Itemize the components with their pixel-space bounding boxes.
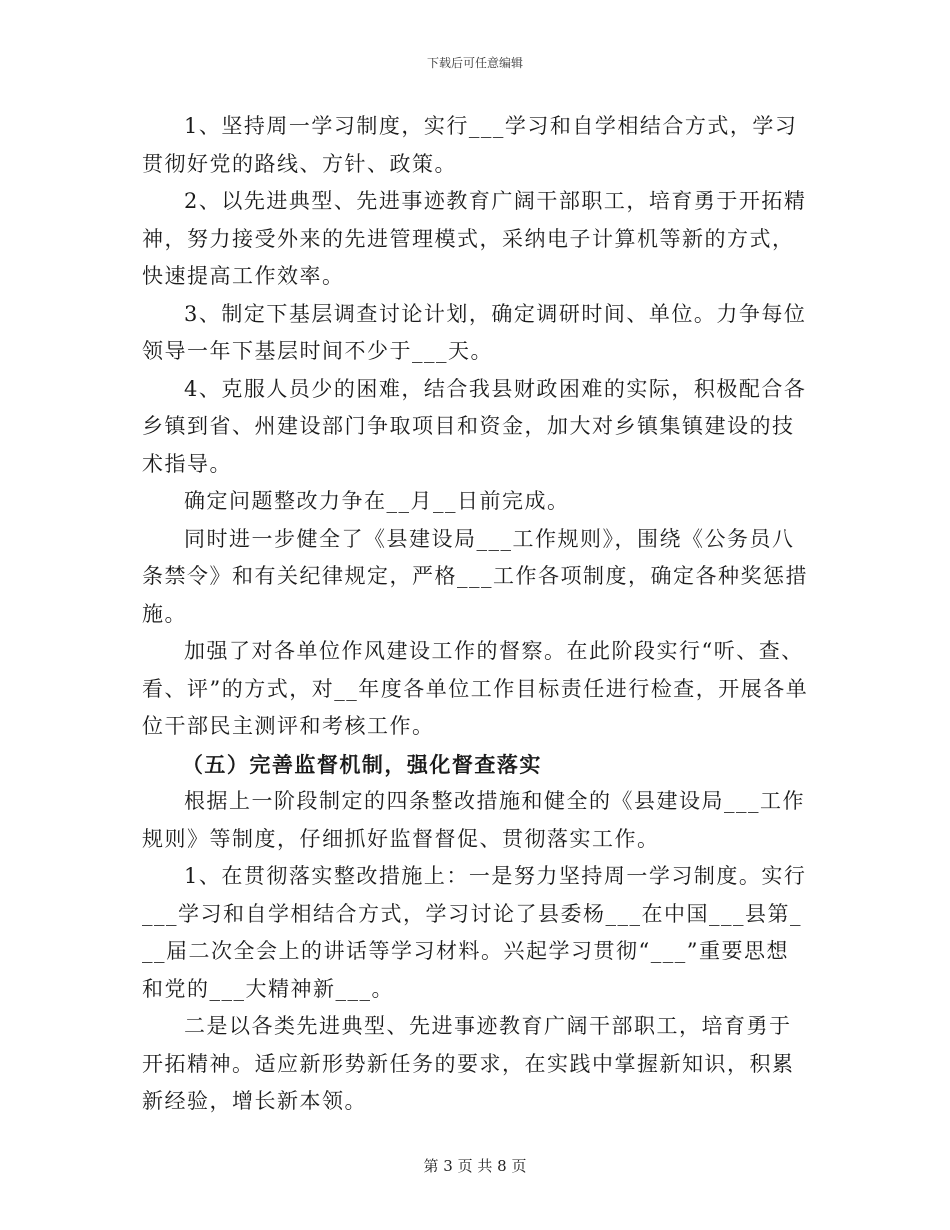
paragraph: 二是以各类先进典型、先进事迹教育广阔干部职工，培育勇于开拓精神。适应新形势新任务的要求，在实践中掌握新知识，积累新经验，增长新本领。 — [142, 1014, 795, 1113]
document-body — [142, 108, 810, 1121]
paragraph: 同时进一步健全了《县建设局___工作规则》，围绕《公务员八条禁令》和有关纪律规定，严格___工作各项制度，确定各种奖惩措施。 — [142, 526, 808, 626]
paragraph: 确定问题整改力争在__月__日前完成。 — [184, 489, 570, 513]
paragraph: 1、在贯彻落实整改措施上：一是努力坚持周一学习制度。实行___学习和自学相结合方式，学习讨论了县委杨___在中国___县第___届二次全会上的讲话等学习材料。兴起学习贯彻“___”重要思想和党的___大精神新___。 — [142, 864, 807, 1001]
paragraph: 4、克服人员少的困难，结合我县财政困难的实际，积极配合各乡镇到省、州建设部门争取项目和资金，加大对乡镇集镇建设的技术指导。 — [142, 376, 807, 476]
page-header: 下载后可任意编辑 — [426, 56, 523, 70]
paragraph: 3、制定下基层调查讨论计划，确定调研时间、单位。力争每位领导一年下基层时间不少于___天。 — [142, 301, 807, 363]
paragraph: 根据上一阶段制定的四条整改措施和健全的《县建设局___工作规则》等制度，仔细抓好监督督促、贯彻落实工作。 — [142, 789, 805, 851]
paragraph: 2、以先进典型、先进事迹教育广阔干部职工，培育勇于开拓精神，努力接受外来的先进管理模式，采纳电子计算机等新的方式，快速提高工作效率。 — [142, 189, 807, 288]
section-heading: （五）完善监督机制，强化督查落实 — [181, 751, 542, 777]
page-footer: 第 3 页 共 8 页 — [423, 1157, 527, 1175]
paragraph: 1、坚持周一学习制度，实行___学习和自学相结合方式，学习贯彻好党的路线、方针、政策。 — [142, 114, 798, 176]
paragraph: 加强了对各单位作风建设工作的督察。在此阶段实行“听、查、看、评”的方式，对__年度各单位工作目标责任进行检查，开展各单位干部民主测评和考核工作。 — [142, 639, 809, 738]
